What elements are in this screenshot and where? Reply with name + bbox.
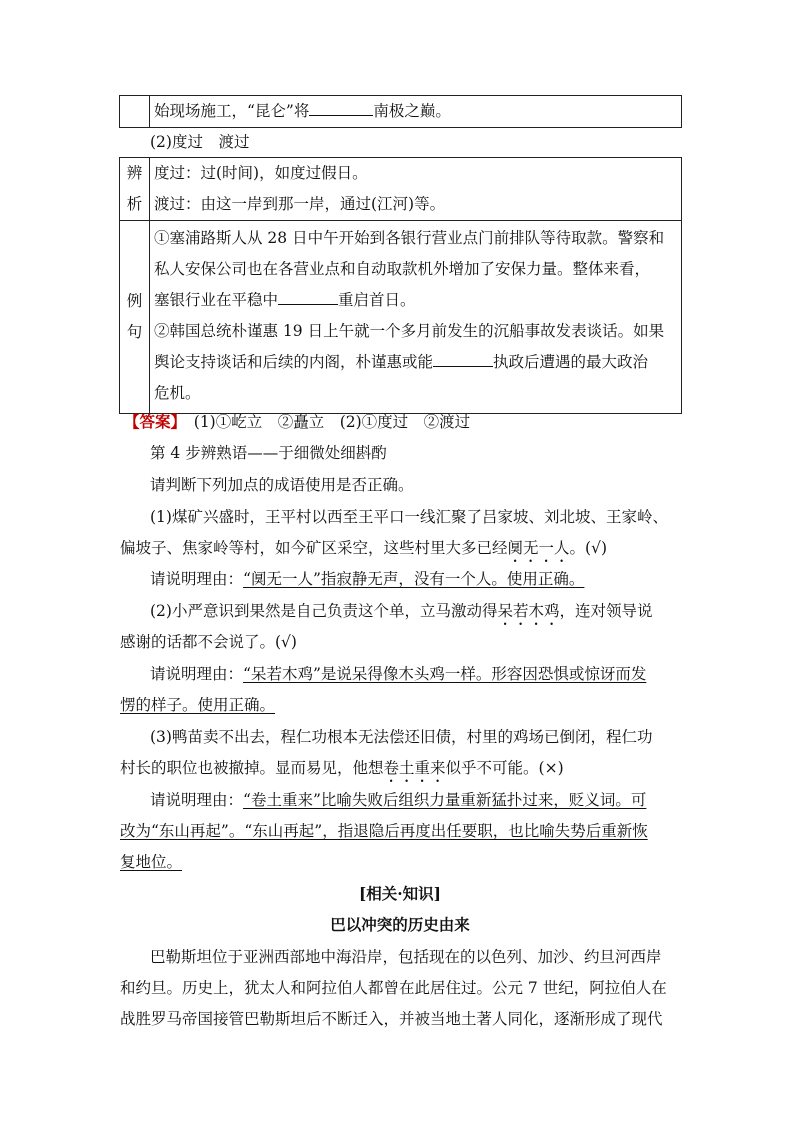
related-heading: [相关·知识]	[358, 884, 442, 903]
bianxi-header	[120, 158, 150, 221]
question-3-text: 村长的职位也被撤掉。显而易见，他想	[120, 759, 384, 777]
related-paragraph-line-1: 巴勒斯坦位于亚洲西部地中海沿岸，包括现在的以色列、加沙、约旦河西岸	[150, 948, 662, 966]
example-cell	[150, 96, 682, 128]
example-1-line-2: 私人安保公司也在各营业点和自动取款机外增加了安保力量。整体来看，	[154, 260, 651, 278]
question-3-idiom: 卷土重来	[383, 759, 446, 777]
bianxi-char-1: 辨	[126, 164, 143, 182]
question-1-text: 偏坡子、焦家岭等村，如今矿区采空，这些村里大多已经	[120, 539, 508, 557]
reason-label: 请说明理由：	[150, 570, 244, 588]
fill-in-blank	[433, 348, 493, 367]
bianxi-char-2: 析	[126, 195, 143, 213]
example-text-before: 始现场施工，“昆仑”将	[154, 102, 310, 120]
question-1-line-1: (1)煤矿兴盛时，王平村以西至王平口一线汇聚了吕家坡、刘北坡、王家岭、	[150, 508, 668, 526]
example-2-text-after: 执政后遭遇的最大政治	[493, 353, 649, 371]
pair-heading: (2)度过 渡过	[150, 133, 250, 151]
question-1-mark: 。(√)	[569, 539, 608, 557]
question-3-mark: 似乎不可能。(×)	[445, 759, 564, 777]
bianxi-content	[150, 158, 682, 221]
question-3-line-1: (3)鸭苗卖不出去，程仁功根本无法偿还旧债，村里的鸡场已倒闭，程仁功	[150, 728, 653, 746]
reason-label: 请说明理由：	[150, 791, 244, 809]
reason-label: 请说明理由：	[150, 665, 244, 683]
step4-title: 第 4 步辨熟语——于细微处细斟酌	[150, 444, 387, 462]
word-pair-table-1	[119, 95, 682, 128]
question-2-text: (2)小严意识到果然是自己负责这个单，立马激动得	[150, 602, 498, 620]
liju-header	[120, 221, 150, 414]
related-title: 巴以冲突的历史由来	[330, 915, 470, 934]
reason-text: “呆若木鸡”是说呆得像木头鸡一样。形容因恐惧或惊讶而发	[243, 665, 647, 683]
related-paragraph-line-3: 战胜罗马帝国接管巴勒斯坦后不断迁入，并被当地土著人同化，逐渐形成了现代	[120, 1010, 663, 1028]
question-2-reason-line-2: 愣的样子。使用正确。	[120, 696, 276, 714]
question-2-idiom: 呆若木鸡	[497, 602, 560, 620]
reason-text: “卷土重来”比喻失败后组织力量重新猛扑过来，贬义词。可	[243, 791, 647, 809]
question-3-reason-line-2: 改为“东山再起”。“东山再起”，指退隐后再度出任要职，也比喻失势后重新恢	[120, 822, 648, 840]
example-2-text-before: 舆论支持谈话和后续的内阁，朴谨惠或能	[154, 353, 434, 371]
answer-line	[124, 412, 684, 432]
fill-in-blank	[278, 286, 338, 305]
fill-in-blank	[309, 97, 373, 116]
bianxi-line-1: 度过：过(时间)，如度过假日。	[154, 164, 368, 182]
question-2-line-1	[150, 601, 680, 629]
liju-char-1: 例	[126, 292, 143, 310]
example-1-text-before: 塞银行业在平稳中	[154, 291, 279, 309]
question-3-reason-line-1	[150, 790, 680, 810]
example-2-line-2	[154, 347, 677, 378]
step4-instruction: 请判断下列加点的成语使用是否正确。	[150, 476, 414, 494]
bianxi-line-2: 渡过：由这一岸到那一岸，通过(江河)等。	[154, 195, 446, 213]
example-1-text-after: 重启首日。	[338, 291, 416, 309]
answer-label: 【答案】	[124, 412, 179, 431]
example-2-line-1: ②韩国总统朴谨惠 19 日上午就一个多月前发生的沉船事故发表谈话。如果	[154, 322, 665, 340]
question-1-idiom: 阒无一人	[507, 539, 570, 557]
question-1-reason	[150, 569, 680, 589]
reason-text: “阒无一人”指寂静无声，没有一个人。使用正确。	[243, 570, 585, 588]
example-1-line-3	[154, 285, 677, 316]
related-paragraph-line-2: 和约旦。历史上，犹太人和阿拉伯人都曾在此居住过。公元 7 世纪，阿拉伯人在	[120, 979, 667, 997]
example-text-after: 南极之巅。	[373, 102, 451, 120]
liju-char-2: 句	[126, 323, 143, 341]
word-pair-table-2	[119, 157, 682, 414]
example-1-line-1: ①塞浦路斯人从 28 日中午开始到各银行营业点门前排队等待取款。警察和	[154, 229, 665, 247]
answer-text: (1)①屹立 ②矗立 (2)①度过 ②渡过	[178, 413, 471, 431]
question-2-reason-line-1	[150, 664, 680, 684]
question-3-line-2	[120, 758, 680, 786]
question-3-reason-line-3: 复地位。	[120, 853, 183, 871]
question-2-line-2: 感谢的话都不会说了。(√)	[120, 633, 297, 651]
question-1-line-2	[120, 538, 680, 566]
liju-content	[150, 221, 682, 414]
question-2-text-after: ，连对领导说	[559, 602, 653, 620]
header-cell	[120, 96, 150, 128]
example-2-line-3: 危机。	[154, 384, 201, 402]
